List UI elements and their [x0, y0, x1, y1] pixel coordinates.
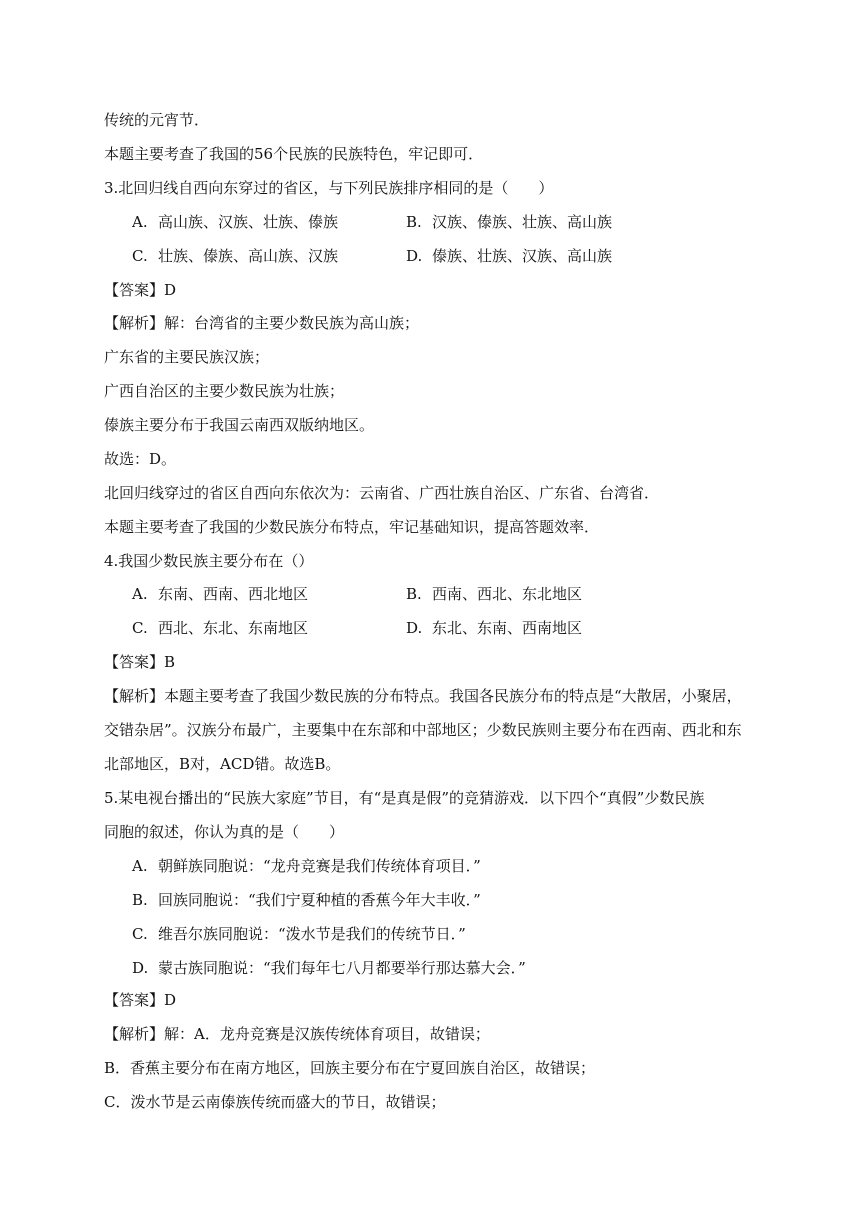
- text-line: 广西自治区的主要少数民族为壮族；: [104, 382, 345, 400]
- option-text: 东北、东南、西南地区: [432, 619, 583, 637]
- option-letter: A.: [132, 213, 148, 231]
- text-line: C．泼水节是云南傣族传统而盛大的节日，故错误；: [104, 1093, 446, 1111]
- option-letter: D.: [406, 619, 423, 637]
- option-letter: C.: [132, 247, 148, 265]
- question-3-stem: 3.北回归线自西向东穿过的省区，与下列民族排序相同的是（ ）: [104, 179, 554, 197]
- text-line: 故选：D。: [104, 450, 177, 468]
- q3-option-d: [406, 246, 612, 266]
- q3-option-a: [132, 212, 338, 232]
- q5-option-c: [132, 924, 466, 944]
- q4-option-a: [132, 584, 308, 604]
- option-letter: B.: [132, 891, 148, 909]
- text-line: 本题主要考查了我国的56个民族的民族特色，牢记即可．: [104, 145, 484, 163]
- q3-option-c: [132, 246, 338, 266]
- option-letter: D.: [132, 959, 149, 977]
- question-5-stem: 5.某电视台播出的“民族大家庭”节目，有“是真是假”的竞猜游戏．以下四个“真假”少数民族: [104, 789, 705, 807]
- text-line: 广东省的主要民族汉族；: [104, 348, 270, 366]
- option-text: 朝鲜族同胞说：“龙舟竞赛是我们传统体育项目．”: [158, 857, 481, 875]
- analysis-line: 【解析】解：A．龙舟竞赛是汉族传统体育项目，故错误；: [104, 1025, 490, 1043]
- question-5-stem-cont: 同胞的叙述，你认为真的是（ ）: [104, 823, 345, 841]
- option-text: 汉族、傣族、壮族、高山族: [432, 213, 613, 231]
- option-letter: C.: [132, 619, 148, 637]
- option-text: 西南、西北、东北地区: [432, 585, 583, 603]
- option-text: 维吾尔族同胞说：“泼水节是我们的传统节日．”: [158, 925, 466, 943]
- text-line: 本题主要考查了我国的少数民族分布特点，牢记基础知识，提高答题效率．: [104, 518, 600, 536]
- q3-option-b: [406, 212, 612, 232]
- text-line: 傣族主要分布于我国云南西双版纳地区。: [104, 416, 375, 434]
- text-line: 北部地区，B对，ACD错。故选B。: [104, 755, 341, 773]
- option-letter: D.: [406, 247, 423, 265]
- option-text: 西北、东北、东南地区: [158, 619, 309, 637]
- q4-option-d: [406, 618, 582, 638]
- option-text: 傣族、壮族、汉族、高山族: [432, 247, 613, 265]
- text-line: 传统的元宵节．: [104, 111, 210, 129]
- answer-line: 【答案】D: [104, 281, 177, 299]
- answer-line: 【答案】B: [104, 653, 176, 671]
- q5-option-d: [132, 958, 526, 978]
- analysis-line: 【解析】解：台湾省的主要少数民族为高山族；: [104, 314, 420, 332]
- text-line: 北回归线穿过的省区自西向东依次为：云南省、广西壮族自治区、广东省、台湾省．: [104, 484, 660, 502]
- option-text: 回族同胞说：“我们宁夏种植的香蕉今年大丰收．”: [158, 891, 481, 909]
- q4-option-b: [406, 584, 582, 604]
- text-line: 交错杂居”。汉族分布最广，主要集中在东部和中部地区；少数民族则主要分布在西南、西北和东: [104, 721, 742, 739]
- option-text: 东南、西南、西北地区: [158, 585, 309, 603]
- q5-option-b: [132, 890, 481, 910]
- option-text: 壮族、傣族、高山族、汉族: [158, 247, 339, 265]
- text-line: B．香蕉主要分布在南方地区，回族主要分布在宁夏回族自治区，故错误；: [104, 1059, 596, 1077]
- option-text: 高山族、汉族、壮族、傣族: [158, 213, 339, 231]
- answer-line: 【答案】D: [104, 991, 177, 1009]
- q5-option-a: [132, 856, 481, 876]
- option-letter: B.: [406, 585, 422, 603]
- analysis-line: 【解析】本题主要考查了我国少数民族的分布特点。我国各民族分布的特点是“大散居，小聚居，: [104, 687, 742, 705]
- option-letter: A.: [132, 585, 148, 603]
- option-letter: A.: [132, 857, 148, 875]
- option-letter: B.: [406, 213, 422, 231]
- question-4-stem: 4.我国少数民族主要分布在（）: [104, 552, 314, 570]
- option-letter: C.: [132, 925, 148, 943]
- option-text: 蒙古族同胞说：“我们每年七八月都要举行那达慕大会．”: [158, 959, 526, 977]
- q4-option-c: [132, 618, 308, 638]
